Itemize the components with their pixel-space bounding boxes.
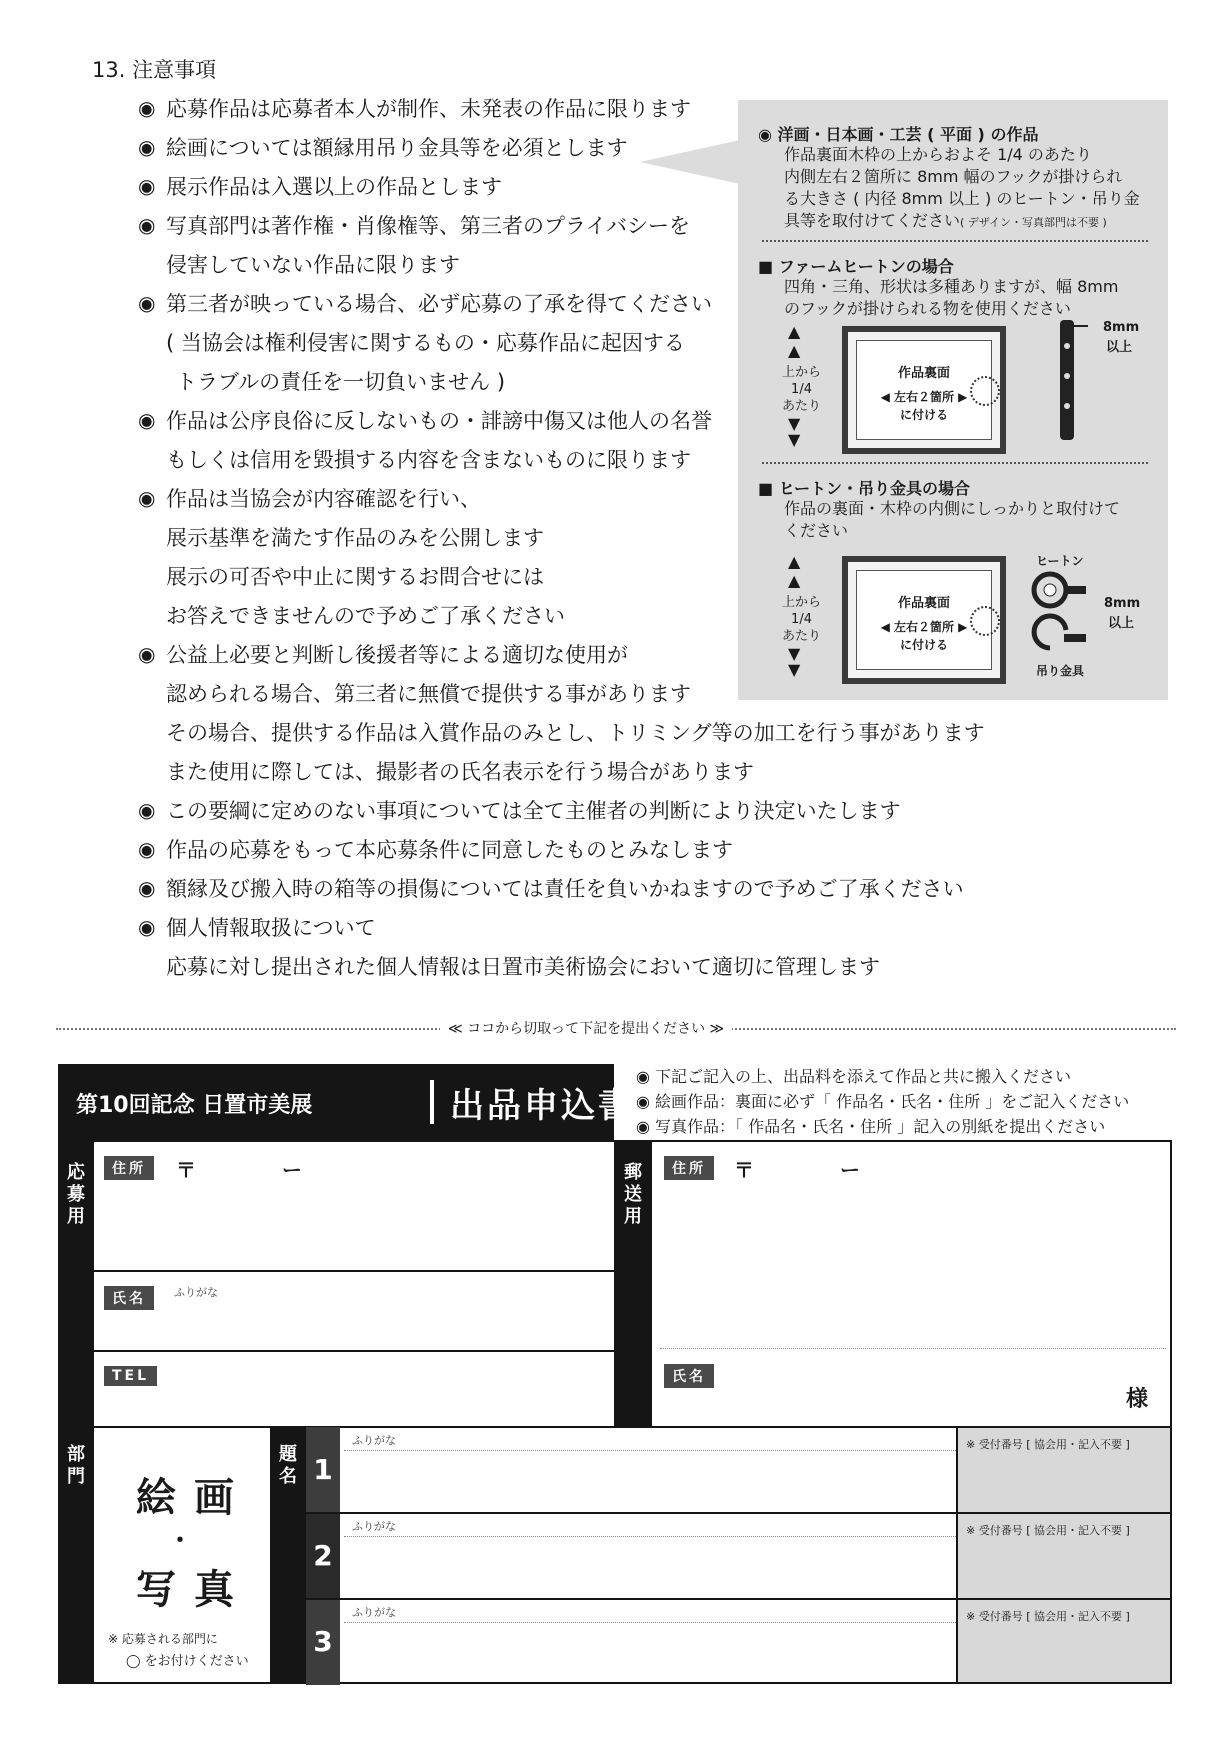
note-text: ください [784, 521, 849, 540]
dept-column [58, 1426, 94, 1684]
mailing-column [614, 1140, 652, 1426]
dept-note: ◯ をお付けください [126, 1654, 249, 1669]
form-note: ◉ 写真作品：「 作品名・氏名・住所 」記入の別紙を提出ください [636, 1117, 1106, 1136]
frame-diagram [842, 326, 1006, 454]
size-label: 8mm [1104, 596, 1141, 611]
reception-box [958, 1600, 1170, 1682]
side-label: 1/4 [791, 612, 812, 627]
row-divider [94, 1350, 614, 1352]
note-heading: ◉ 洋画・日本画・工芸 ( 平面 ) の作品 [758, 125, 1039, 144]
form-note: ◉ 下記ご記入の上、出品料を添えて作品と共に搬入ください [636, 1067, 1072, 1086]
notice-item: 作品は公序良俗に反しないもの・誹謗中傷又は他人の名誉 [166, 409, 712, 433]
honorific: 様 [1126, 1387, 1149, 1412]
dept-choice-photo[interactable]: 写真 [136, 1567, 252, 1613]
row-divider [660, 1348, 1166, 1349]
postal-dash: ー [282, 1158, 302, 1182]
postal-mark: 〒 [176, 1158, 196, 1182]
bullet-icon: ◉ [138, 876, 156, 900]
title-input-3[interactable] [346, 1626, 954, 1680]
furigana-line [344, 1622, 956, 1623]
note-small-text: ( デザイン・写真部門は不要 ) [960, 216, 1107, 229]
form-header [58, 1064, 635, 1141]
divider [762, 462, 1148, 464]
note-text: 作品の裏面・木枠の内側にしっかりと取付けて [784, 499, 1121, 518]
notice-item: 作品は当協会が内容確認を行い、 [166, 487, 481, 511]
bullet-icon: ◉ [138, 291, 156, 315]
notice-continuation: もしくは信用を毀損する内容を含まないものに限ります [166, 448, 691, 472]
entry-number: 3 [306, 1599, 340, 1685]
note-heading: ■ ファームヒートンの場合 [758, 257, 954, 276]
frame-diagram [842, 556, 1006, 684]
bullet-icon: ◉ [138, 486, 156, 510]
arrow-up-icon: ▲ ▲ [788, 552, 801, 590]
firm-hook-icon [1048, 316, 1098, 446]
mailing-label: 郵送用 [624, 1162, 642, 1227]
notice-continuation: その場合、提供する作品は入賞作品のみとし、トリミング等の加工を行う事があります [166, 721, 985, 745]
form-border [1170, 1140, 1172, 1684]
header-separator [430, 1080, 434, 1124]
notice-continuation: 侵害していない作品に限ります [166, 253, 460, 277]
divider [762, 240, 1148, 242]
hook-position-icon [970, 606, 1000, 636]
dept-choice-painting[interactable]: 絵画 [136, 1475, 252, 1521]
side-label: 上から [782, 595, 822, 610]
bullet-icon: ◉ [138, 798, 156, 822]
hanging-hardware-note [738, 100, 1168, 700]
notice-item: 額縁及び搬入時の箱等の損傷については責任を負いかねますので予めご了承ください [166, 877, 964, 901]
notice-continuation: トラブルの責任を一切負いません ) [176, 370, 506, 394]
tel-tag: TEL [104, 1366, 157, 1386]
note-text: る大きさ ( 内径 8mm 以上 ) のヒートン・吊り金 [784, 189, 1140, 208]
notice-continuation: ( 当協会は権利侵害に関するもの・応募作品に起因する [166, 331, 685, 355]
notice-continuation: また使用に際しては、撮影者の氏名表示を行う場合があります [166, 760, 754, 784]
bullet-icon: ◉ [138, 135, 156, 159]
entry-number: 2 [306, 1513, 340, 1599]
title-input-1[interactable] [346, 1454, 954, 1510]
applicant-column [58, 1140, 94, 1426]
notice-item: 第三者が映っている場合、必ず応募の了承を得てください [166, 292, 712, 316]
notice-item: 絵画については額縁用吊り金具等を必須とします [166, 136, 628, 160]
notice-item: 作品の応募をもって本応募条件に同意したものとみなします [166, 838, 733, 862]
furigana-line [344, 1536, 956, 1537]
arrow-down-icon: ▼ ▼ [788, 644, 801, 679]
notice-item: 応募作品は応募者本人が制作、未発表の作品に限ります [166, 97, 691, 121]
frame-sub: に付ける [899, 408, 948, 422]
reception-label: ※ 受付番号 [ 協会用・記入不要 ] [966, 1610, 1130, 1623]
size-label: 8mm [1103, 320, 1140, 335]
reception-box [958, 1514, 1170, 1598]
frame-sub: ◀ 左右２箇所 ▶ [880, 620, 968, 634]
arrow-up-icon: ▲ ▲ [788, 322, 801, 360]
furigana-line [344, 1450, 956, 1451]
hook-position-icon [970, 376, 1000, 406]
arrow-down-icon: ▼ ▼ [788, 414, 801, 449]
frame-title: 作品裏面 [897, 366, 950, 381]
entry-number: 1 [306, 1427, 340, 1513]
notice-item: 個人情報取扱について [166, 916, 376, 940]
tel-input[interactable] [180, 1362, 610, 1422]
form-title: 出品申込書 [450, 1086, 635, 1126]
notice-continuation: 認められる場合、第三者に無償で提供する事があります [166, 682, 691, 706]
exhibition-title: 第10回記念 日置市美展 [76, 1093, 313, 1118]
bullet-icon: ◉ [138, 408, 156, 432]
reception-label: ※ 受付番号 [ 協会用・記入不要 ] [966, 1438, 1130, 1451]
note-text: 四角・三角、形状は多種ありますが、幅 8mm [784, 277, 1119, 296]
frame-sub: ◀ 左右２箇所 ▶ [880, 390, 968, 404]
notice-item: 展示作品は入選以上の作品とします [166, 175, 502, 199]
notice-continuation: 展示基準を満たす作品のみを公開します [166, 526, 544, 550]
form-note: ◉ 絵画作品：裏面に必ず「 作品名・氏名・住所 」をご記入ください [636, 1092, 1130, 1111]
side-label: 1/4 [791, 382, 812, 397]
applicant-name-input[interactable] [170, 1300, 610, 1350]
note-heading: ■ ヒートン・吊り金具の場合 [758, 479, 971, 498]
frame-sub: に付ける [899, 638, 948, 652]
furigana-label: ふりがな [352, 1520, 396, 1533]
note-text: 作品裏面木枠の上からおよそ 1/4 のあたり [784, 145, 1092, 164]
postal-mark: 〒 [734, 1158, 754, 1182]
row-divider [94, 1270, 614, 1272]
applicant-label: 応募用 [67, 1162, 85, 1227]
postal-dash: ー [840, 1158, 860, 1182]
notice-continuation: 応募に対し提出された個人情報は日置市美術協会において適切に管理します [166, 955, 880, 979]
address-tag: 住所 [664, 1156, 714, 1180]
form-border [58, 1426, 60, 1684]
hanger-label: 吊り金具 [1036, 664, 1085, 678]
note-text: のフックが掛けられる物を使用ください [784, 299, 1071, 318]
note-text: 内側左右２箇所に 8mm 幅のフックが掛けられ [784, 167, 1123, 186]
cut-instruction: ≪ ココから切取って下記を提出ください ≫ [440, 1018, 732, 1038]
dept-separator: ・ [168, 1526, 192, 1554]
form-border [58, 1682, 1172, 1684]
mailing-address-input[interactable] [730, 1176, 1160, 1346]
name-tag: 氏名 [664, 1364, 714, 1388]
mailing-name-input[interactable] [730, 1362, 1110, 1422]
size-label: 以上 [1108, 616, 1135, 631]
side-label: あたり [782, 629, 822, 644]
reception-label: ※ 受付番号 [ 協会用・記入不要 ] [966, 1524, 1130, 1537]
notice-continuation: お答えできませんので予めご了承ください [166, 604, 565, 628]
hook-label: ヒートン [1036, 554, 1084, 568]
bullet-icon: ◉ [138, 213, 156, 237]
note-text: 具等を取付けてください [784, 211, 961, 230]
name-tag: 氏名 [104, 1286, 154, 1310]
title-input-2[interactable] [346, 1540, 954, 1596]
bullet-icon: ◉ [138, 642, 156, 666]
notice-item: 公益上必要と判断し後援者等による適切な使用が [166, 643, 628, 667]
address-tag: 住所 [104, 1156, 154, 1180]
frame-title: 作品裏面 [897, 596, 950, 611]
title-column [270, 1426, 306, 1684]
reception-box [958, 1428, 1170, 1512]
furigana-label: ふりがな [352, 1606, 396, 1619]
dept-note: ※ 応募される部門に [108, 1632, 218, 1646]
notice-item: 写真部門は著作権・肖像権等、第三者のプライバシーを [166, 214, 690, 238]
bullet-icon: ◉ [138, 96, 156, 120]
size-label: 以上 [1106, 340, 1133, 355]
furigana-label: ふりがな [352, 1434, 396, 1447]
bullet-icon: ◉ [138, 915, 156, 939]
side-label: あたり [782, 399, 822, 414]
furigana-label: ふりがな [174, 1286, 218, 1299]
dept-label: 部門 [67, 1444, 85, 1487]
applicant-address-input[interactable] [170, 1176, 610, 1268]
title-label: 題名 [279, 1444, 297, 1487]
side-label: 上から [782, 365, 822, 380]
section-title: 13. 注意事項 [92, 58, 217, 82]
note-callout-pointer [640, 140, 740, 184]
bullet-icon: ◉ [138, 174, 156, 198]
notice-continuation: 展示の可否や中止に関するお問合せには [166, 565, 544, 589]
bullet-icon: ◉ [138, 837, 156, 861]
notice-item: この要綱に定めのない事項については全て主催者の判断により決定いたします [166, 799, 901, 823]
